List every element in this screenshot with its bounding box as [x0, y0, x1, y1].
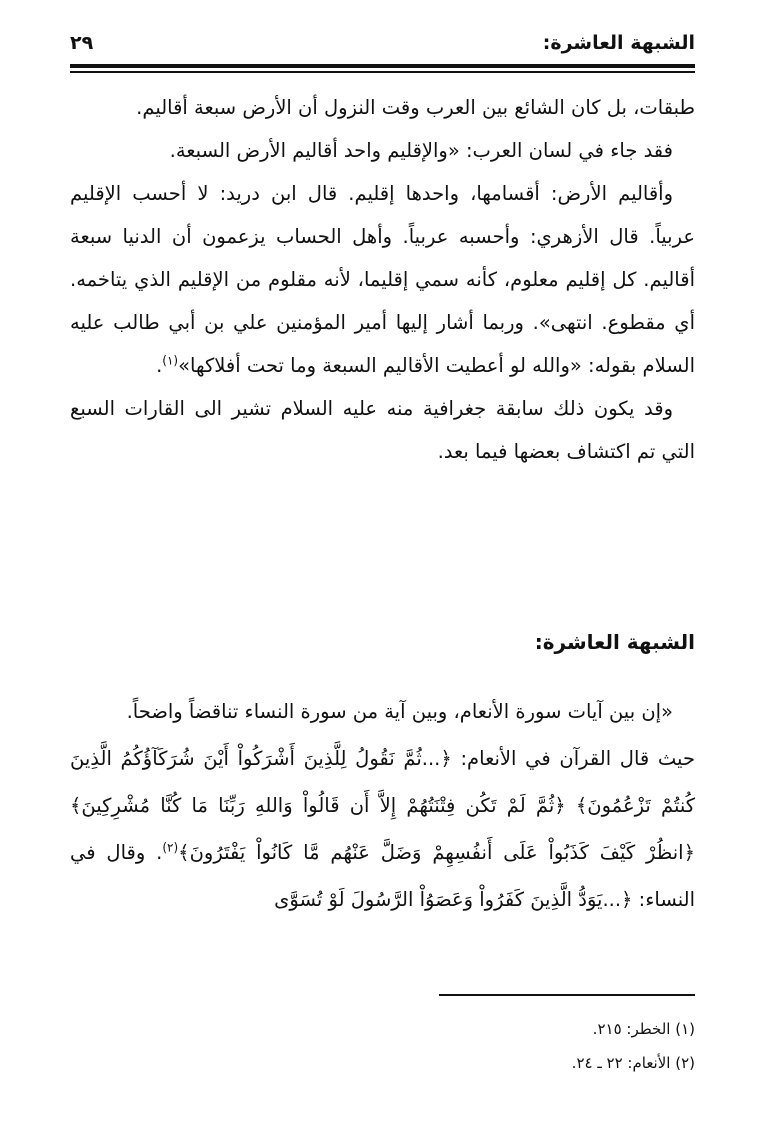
footnote-2: (٢) الأنعام: ٢٢ ـ ٢٤. [571, 1054, 695, 1072]
running-header-title: الشبهة العاشرة: [542, 32, 695, 54]
footnote-rule [439, 994, 695, 996]
section-heading: الشبهة العاشرة: [534, 630, 695, 654]
body-text [70, 86, 695, 473]
paragraph-4: وقد يكون ذلك سابقة جغرافية منه عليه السلام تشير الى القارات السبع التي تم اكتشاف بعضها فيما بعد. [70, 397, 695, 463]
footnotes [70, 1012, 695, 1080]
section-paragraph-2 [70, 735, 695, 923]
header-rule-thin [70, 71, 695, 73]
paragraph-3-text: وأقاليم الأرض: أقسامها، واحدها إقليم. قال ابن دريد: لا أحسب الإقليم عربياً. قال الأزهري: وأحسبه عربياً. وأهل الحساب يزعمون أن الدنيا سبعة أقاليم. كل إقليم معلوم، كأنه سمي إقليما، لأنه مقلوم من الإقليم الذي يتاخمه. أي مقطوع. انتهى». وربما أشار إليها أمير المؤمنين علي بن أبي طالب عليه السلام بقوله: «والله لو أعطيت الأقاليم السبعة وما تحت أفلاكها» [70, 182, 695, 377]
paragraph-3-end: . [156, 354, 163, 377]
page-number: ٢٩ [70, 32, 94, 54]
footnote-ref-1: (١) [162, 353, 179, 368]
section-text [70, 688, 695, 923]
paragraph-2: فقد جاء في لسان العرب: «والإقليم واحد أقاليم الأرض السبعة. [169, 139, 673, 162]
paragraph-3 [70, 172, 695, 387]
paragraph-1: طبقات، بل كان الشائع بين العرب وقت النزول أن الأرض سبعة أقاليم. [136, 96, 695, 119]
section-paragraph-2-text: حيث قال القرآن في الأنعام: ﴿...ثُمَّ نَقُولُ لِلَّذِينَ أَشْرَكُواْ أَيْنَ شُرَكَآؤُكُمُ الَّذِينَ كُنتُمْ تَزْعُمُونَ﴾ ﴿ثُمَّ لَمْ تَكُن فِتْنَتُهُمْ إِلاَّ أَن قَالُواْ وَاللهِ رَبِّنَا مَا كُنَّا مُشْرِكِينَ﴾ ﴿انظُرْ كَيْفَ كَذَبُواْ عَلَى أَنفُسِهِمْ وَضَلَّ عَنْهُم مَّا كَانُواْ يَفْتَرُونَ﴾ [70, 747, 695, 864]
footnote-ref-2: (٢) [162, 840, 179, 855]
section-paragraph-2-end: . وقال في النساء: ﴿...يَوَدُّ الَّذِينَ كَفَرُواْ وَعَصَوُاْ الرَّسُولَ لَوْ تُسَوَّى [70, 841, 695, 911]
running-header [70, 28, 695, 58]
header-rule-thick [70, 64, 695, 68]
section-paragraph-1: «إن بين آيات سورة الأنعام، وبين آية من سورة النساء تناقضاً واضحاً. [126, 700, 673, 723]
footnote-1: (١) الخطر: ٢١٥. [592, 1020, 695, 1038]
